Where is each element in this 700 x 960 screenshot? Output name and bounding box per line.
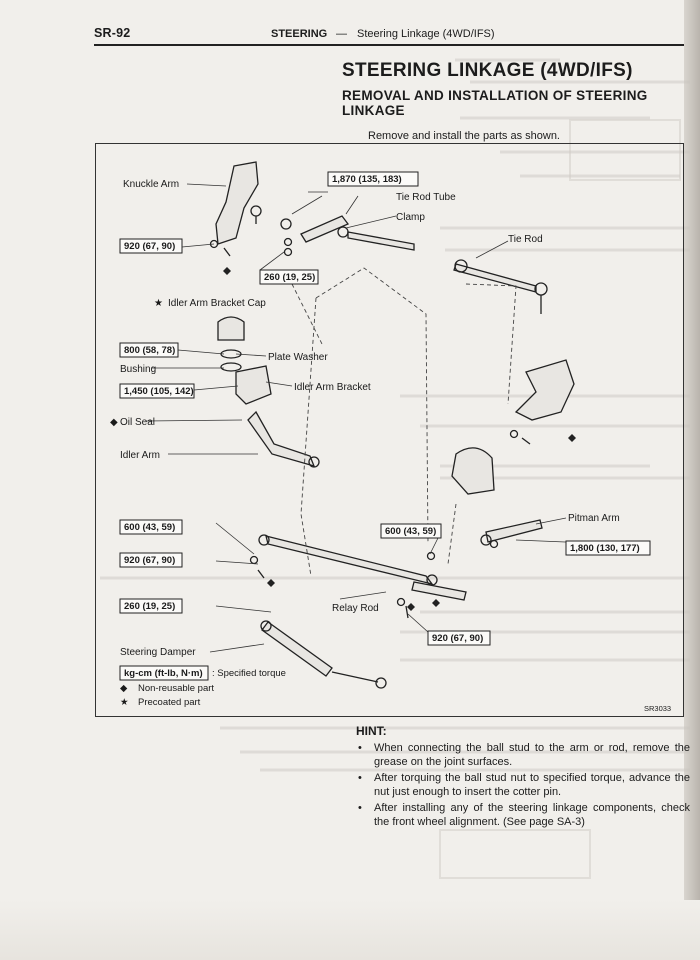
legend-torque-unit: kg-cm (ft-lb, N·m) — [124, 668, 203, 679]
linkage-diagram-svg — [96, 144, 683, 716]
legend-precoated: Precoated part — [138, 697, 201, 708]
section-name: STEERING — [271, 28, 328, 40]
knuckle-arm-shape — [216, 162, 258, 244]
legend-star-icon: ★ — [120, 697, 129, 708]
figure-code: SR3033 — [644, 704, 672, 713]
label-knuckle-arm: Knuckle Arm — [123, 179, 180, 190]
label-plate-washer: Plate Washer — [268, 352, 328, 363]
idler-arm-bracket-shape — [236, 366, 271, 404]
non-reusable-marker — [223, 267, 231, 275]
torque-260-b: 260 (19, 25) — [124, 601, 176, 612]
page-subtitle: REMOVAL AND INSTALLATION OF STEERING LINKAGE — [342, 88, 648, 118]
ball-stud-icon — [251, 206, 261, 216]
label-relay-rod: Relay Rod — [332, 603, 379, 614]
precoated-star-icon: ★ — [154, 298, 163, 309]
non-reusable-marker — [407, 603, 415, 611]
subsection-name: Steering Linkage (4WD/IFS) — [357, 28, 495, 40]
label-idler-arm: Idler Arm — [120, 450, 161, 461]
hint-text: After installing any of the steering linkage components, check the front wheel alignment. (See page SA-3) — [374, 802, 690, 828]
header-rule — [94, 44, 684, 46]
label-tie-rod: Tie Rod — [508, 234, 543, 245]
label-pitman-arm: Pitman Arm — [568, 513, 620, 524]
bullet-icon: • — [358, 772, 362, 784]
non-reusable-diamond-icon: ◆ — [110, 417, 118, 428]
bullet-icon: • — [358, 802, 362, 814]
hint-text: After torquing the ball stud nut to specified torque, advance the nut just enough to insert the cotter pin. — [374, 772, 690, 798]
label-oil-seal: Oil Seal — [120, 417, 156, 428]
idler-arm-bracket-cap-shape — [218, 317, 244, 340]
legend-torque-desc: : Specified torque — [212, 668, 286, 679]
legend-non-reusable: Non-reusable part — [138, 683, 215, 694]
hint-text: When connecting the ball stud to the arm or rod, remove the grease on the joint surfaces. — [374, 742, 690, 768]
non-reusable-marker — [432, 599, 440, 607]
relay-rod-shape — [266, 536, 432, 584]
page-title: STEERING LINKAGE (4WD/IFS) — [342, 60, 633, 81]
pitman-arm-shape — [486, 520, 542, 542]
tie-rod-tube-shape — [301, 216, 348, 242]
torque-1450: 1,450 (105, 142) — [124, 386, 194, 397]
torque-920-a: 920 (67, 90) — [124, 241, 176, 252]
torque-920-c: 920 (67, 90) — [432, 633, 484, 644]
right-knuckle-arm-shape — [516, 360, 574, 420]
torque-920-b: 920 (67, 90) — [124, 555, 176, 566]
label-idler-arm-bracket-cap: Idler Arm Bracket Cap — [168, 298, 266, 309]
torque-1800: 1,800 (130, 177) — [570, 543, 640, 554]
header-dash: — — [336, 28, 347, 40]
bullet-icon: • — [358, 742, 362, 754]
steering-gear-shape — [452, 448, 494, 494]
linkage-diagram — [95, 143, 684, 717]
hint-title: HINT: — [356, 724, 387, 738]
label-clamp: Clamp — [396, 212, 425, 223]
label-bushing: Bushing — [120, 364, 157, 375]
page-number: SR-92 — [94, 26, 131, 40]
torque-1870: 1,870 (135, 183) — [332, 174, 402, 185]
idler-arm-shape — [248, 412, 314, 466]
non-reusable-marker — [568, 434, 576, 442]
torque-600-a: 600 (43, 59) — [124, 522, 176, 533]
intro-text: Remove and install the parts as shown. — [368, 130, 560, 142]
torque-800: 800 (58, 78) — [124, 345, 176, 356]
torque-600-b: 600 (43, 59) — [385, 526, 437, 537]
torque-260-a: 260 (19, 25) — [264, 272, 316, 283]
legend-diamond-icon: ◆ — [120, 683, 128, 694]
label-steering-damper: Steering Damper — [120, 647, 196, 658]
non-reusable-marker — [267, 579, 275, 587]
label-tie-rod-tube: Tie Rod Tube — [396, 192, 456, 203]
label-idler-arm-bracket: Idler Arm Bracket — [294, 382, 371, 393]
